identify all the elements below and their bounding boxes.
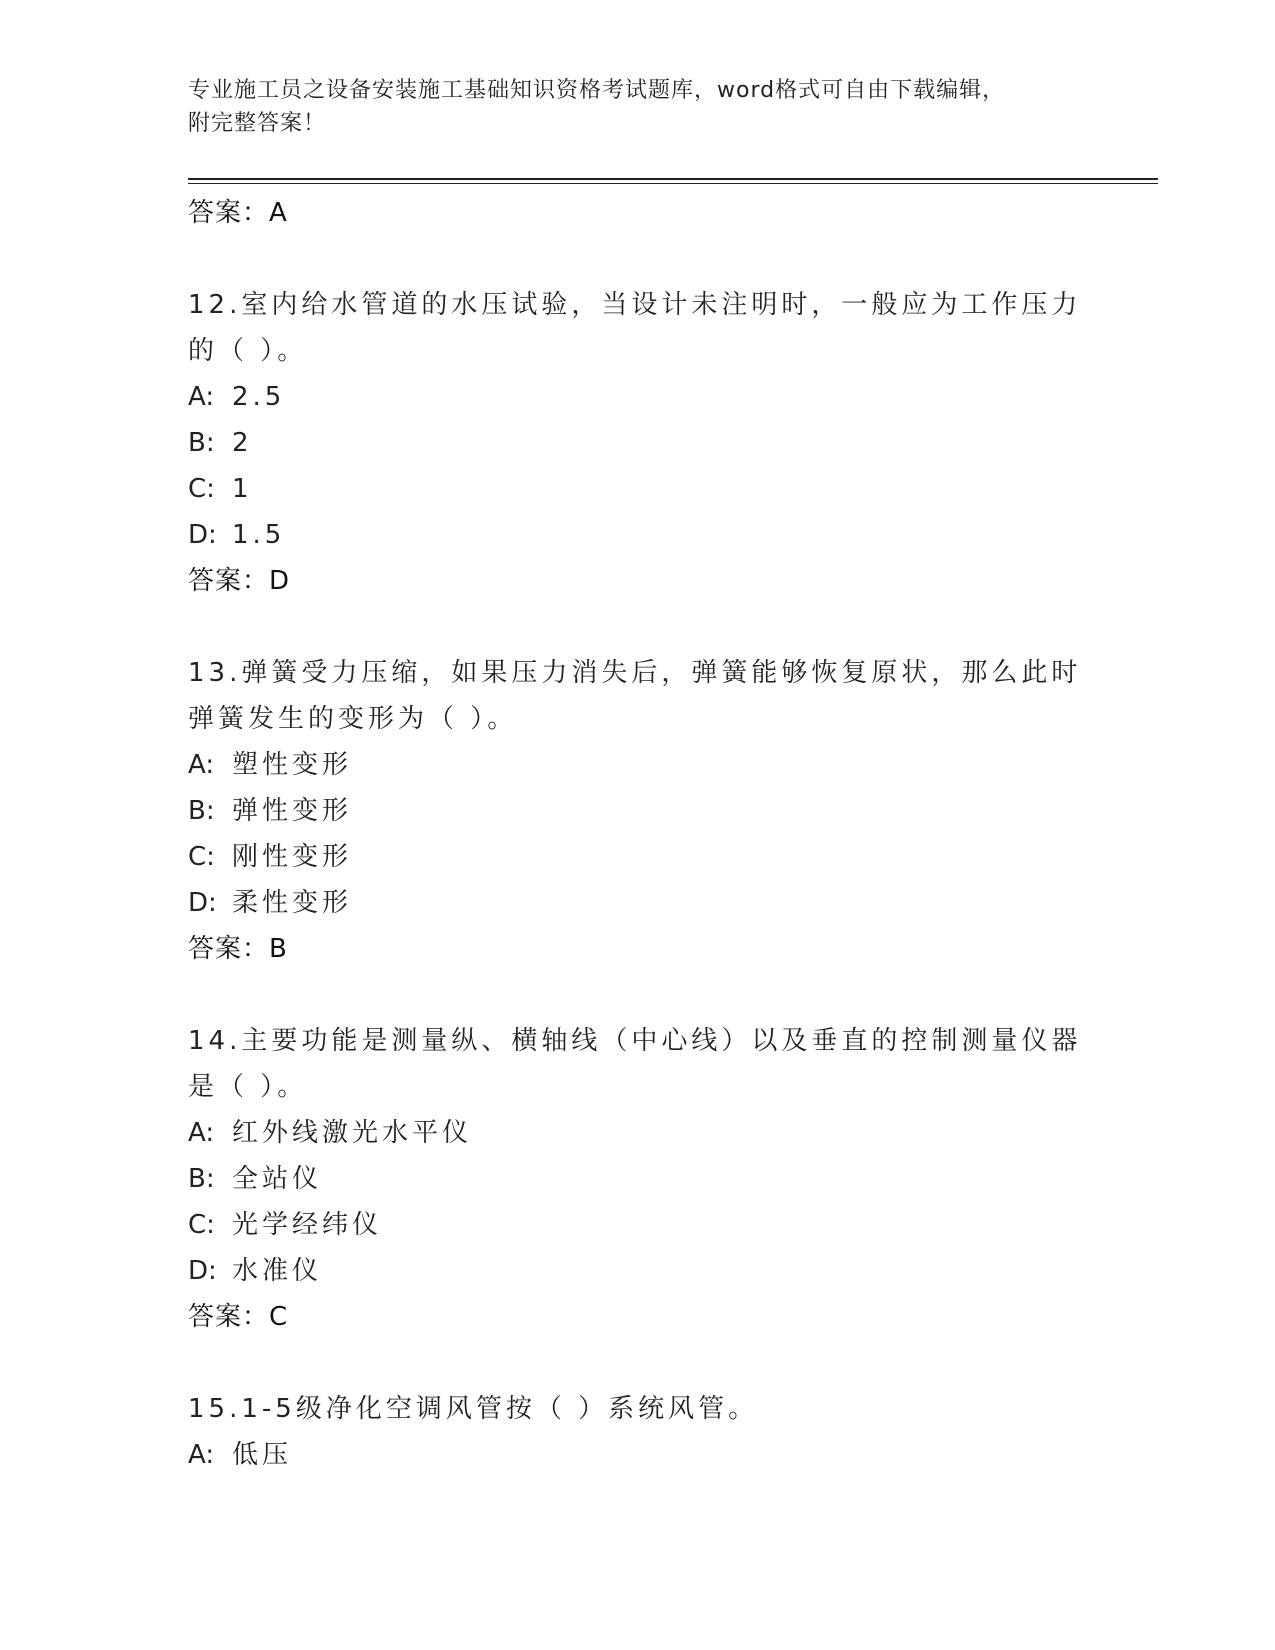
answer-label: 答案：A — [188, 198, 288, 228]
option-a — [188, 742, 1088, 788]
answer-label: 答案：B — [188, 934, 288, 964]
option-d — [188, 880, 1088, 926]
option-b — [188, 1156, 1088, 1202]
question-stem: 13.弹簧受力压缩，如果压力消失后，弹簧能够恢复原状，那么此时弹簧发生的变形为（ ）。 — [188, 658, 1082, 734]
option-key: D: — [188, 520, 217, 550]
option-b — [188, 788, 1088, 834]
question-12 — [188, 282, 1088, 604]
option-text: 柔性变形 — [232, 888, 353, 918]
question-13 — [188, 650, 1088, 972]
answer-label: 答案：D — [188, 566, 291, 596]
option-c — [188, 834, 1088, 880]
option-a — [188, 1432, 1088, 1478]
option-b — [188, 420, 1088, 466]
option-c — [188, 466, 1088, 512]
question-stem: 15.1-5级净化空调风管按（ ）系统风管。 — [188, 1394, 759, 1424]
option-key: C: — [188, 1210, 215, 1240]
option-text: 2 — [232, 428, 253, 458]
option-key: B: — [188, 796, 215, 826]
option-key: A: — [188, 382, 215, 412]
option-key: C: — [188, 474, 215, 504]
option-text: 水准仪 — [232, 1256, 323, 1286]
header-line-2: 附完整答案！ — [188, 111, 327, 136]
question-14 — [188, 1018, 1088, 1340]
option-c — [188, 1202, 1088, 1248]
question-stem: 14.主要功能是测量纵、横轴线（中心线）以及垂直的控制测量仪器是（ ）。 — [188, 1026, 1082, 1102]
option-key: A: — [188, 1118, 215, 1148]
option-d — [188, 512, 1088, 558]
option-a — [188, 374, 1088, 420]
option-text: 光学经纬仪 — [232, 1210, 383, 1240]
header-divider-thin — [188, 183, 1158, 184]
option-text: 低压 — [232, 1440, 293, 1470]
option-key: D: — [188, 1256, 217, 1286]
option-key: A: — [188, 1440, 215, 1470]
option-key: A: — [188, 750, 215, 780]
header-line-1: 专业施工员之设备安装施工基础知识资格考试题库，word格式可自由下载编辑， — [188, 78, 1006, 103]
question-15 — [188, 1386, 1088, 1478]
header-divider-thick — [188, 178, 1158, 180]
option-text: 弹性变形 — [232, 796, 353, 826]
option-key: B: — [188, 1164, 215, 1194]
option-text: 1.5 — [232, 520, 286, 550]
option-key: D: — [188, 888, 217, 918]
document-header — [188, 74, 1088, 140]
option-text: 全站仪 — [232, 1164, 323, 1194]
option-key: C: — [188, 842, 215, 872]
option-text: 红外线激光水平仪 — [232, 1118, 473, 1148]
option-d — [188, 1248, 1088, 1294]
option-text: 1 — [232, 474, 253, 504]
option-text: 刚性变形 — [232, 842, 353, 872]
option-text: 塑性变形 — [232, 750, 353, 780]
option-text: 2.5 — [232, 382, 286, 412]
question-stem: 12.室内给水管道的水压试验，当设计未注明时，一般应为工作压力的（ ）。 — [188, 290, 1082, 366]
question-list — [188, 190, 1088, 1524]
option-key: B: — [188, 428, 215, 458]
answer-label: 答案：C — [188, 1302, 289, 1332]
option-a — [188, 1110, 1088, 1156]
